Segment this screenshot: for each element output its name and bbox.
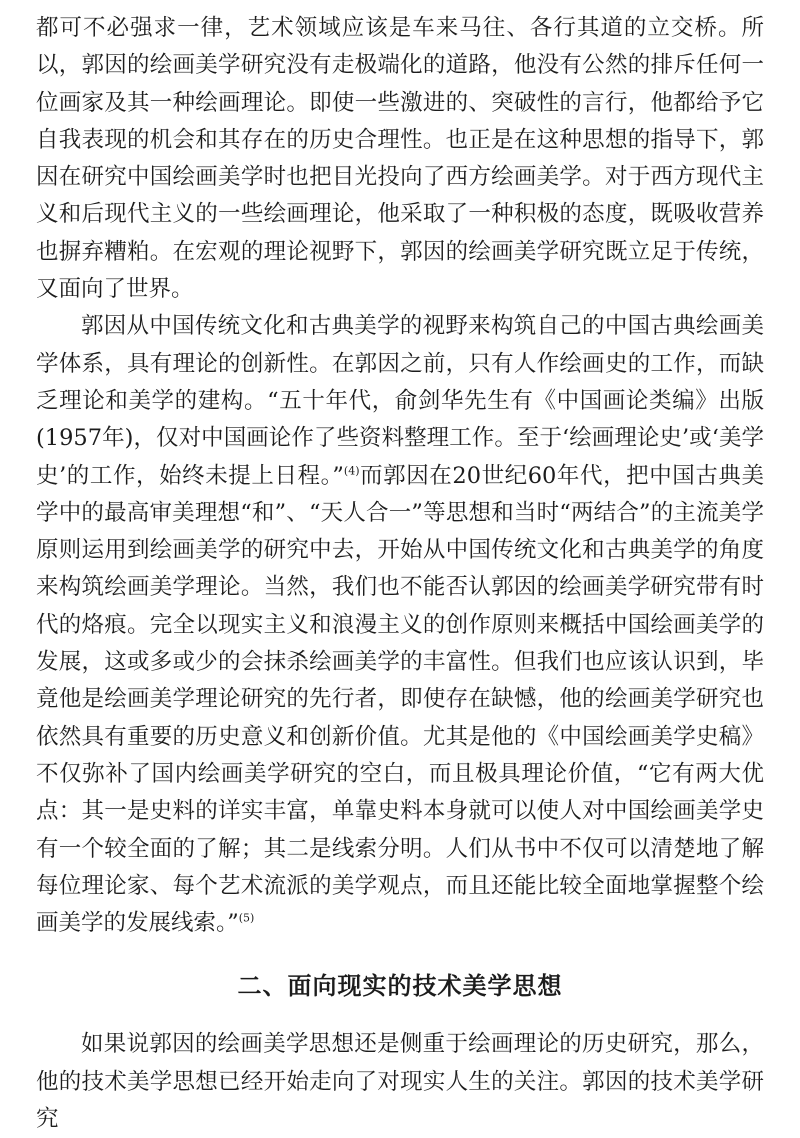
paragraph-text-part-1: 郭因从中国传统文化和古典美学的视野来构筑自己的中国古典绘画美学体系，具有理论的创新性。在郭因之前，只有人作绘画史的工作，而缺乏理论和美学的建构。“五十年代，俞剑华先生有《中国画论类编》出版(1957年)，仅对中国画论作了些资料整理工作。至于‘绘画理论史’或‘美学史’的工作，始终未提上日程。” (36, 313, 764, 489)
paragraph-technical-aesthetics: 如果说郭因的绘画美学思想还是侧重于绘画理论的历史研究，那么，他的技术美学思想已经开始走向了对现实人生的关注。郭因的技术美学研究 (36, 1031, 764, 1133)
paragraph-text-part-2: 而郭因在20世纪60年代，把中国古典美学中的最高审美理想“和”、“天人合一”等思想和当时“两结合”的主流美学原则运用到绘画美学的研究中去，开始从中国传统文化和古典美学的角度来构筑绘画美学理论。当然，我们也不能否认郭因的绘画美学研究带有时代的烙痕。完全以现实主义和浪漫主义的创作原则来概括中国绘画美学的发展，这或多或少的会抹杀绘画美学的丰富性。但我们也应该认识到，毕竟他是绘画美学理论研究的先行者，即使存在缺憾，他的绘画美学研究也依然具有重要的历史意义和创新价值。尤其是他的《中国绘画美学史稿》不仅弥补了国内绘画美学研究的空白，而且极具理论价值，“它有两大优点：其一是史料的详实丰富，单靠史料本身就可以使人对中国绘画美学史有一个较全面的了解；其二是线索分明。人们从书中不仅可以清楚地了解每位理论家、每个艺术流派的美学观点，而且还能比较全面地掌握整个绘画美学的发展线索。” (36, 462, 765, 937)
document-page (36, 10, 764, 1138)
footnote-ref-5: (5) (238, 911, 255, 925)
footnote-ref-4: (4) (343, 464, 360, 478)
paragraph-guo-yin-system (36, 308, 764, 942)
paragraph-continued: 都可不必强求一律，艺术领域应该是车来马往、各行其道的立交桥。所以，郭因的绘画美学研究没有走极端化的道路，他没有公然的排斥任何一位画家及其一种绘画理论。即使一些激进的、突破性的言行，他都给予它自我表现的机会和其存在的历史合理性。也正是在这种思想的指导下，郭因在研究中国绘画美学时也把目光投向了西方绘画美学。对于西方现代主义和后现代主义的一些绘画理论，他采取了一种积极的态度，既吸收营养也摒弃糟粕。在宏观的理论视野下，郭因的绘画美学研究既立足于传统，又面向了世界。 (36, 15, 764, 303)
section-heading: 二、面向现实的技术美学思想 (237, 972, 563, 1001)
